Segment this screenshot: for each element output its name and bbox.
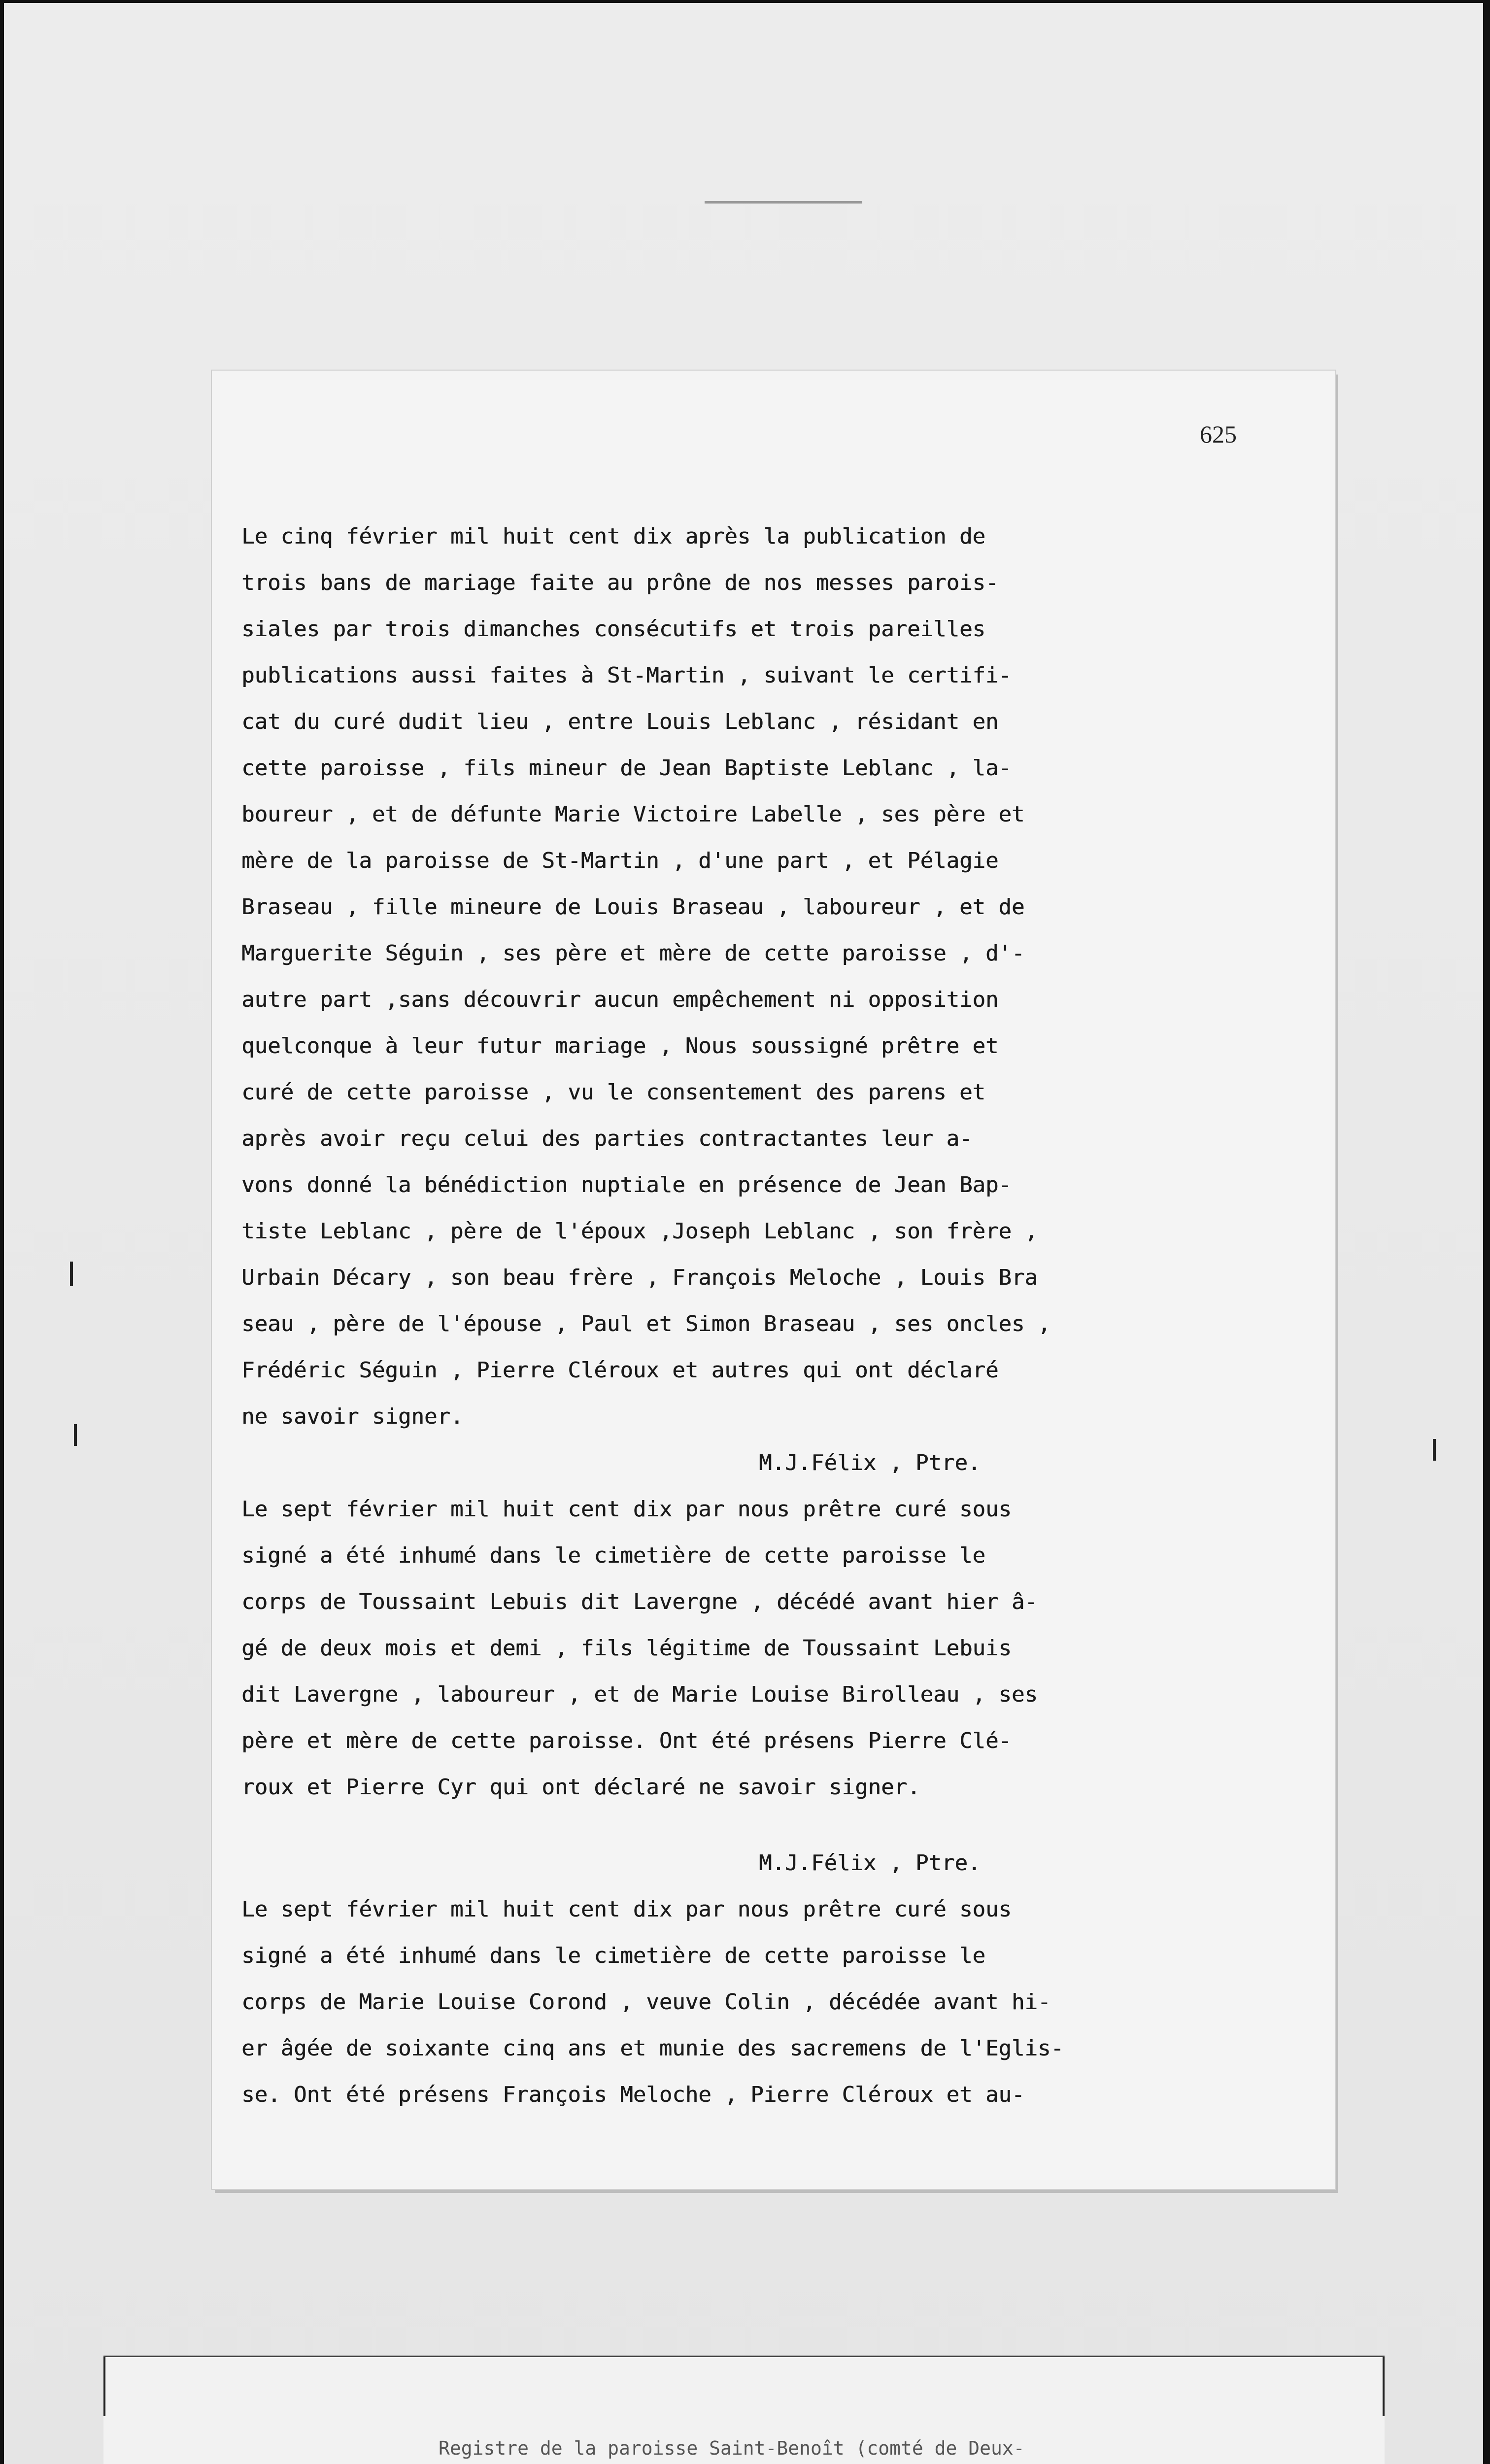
entry-line: corps de Toussaint Lebuis dit Lavergne , décédé avant hier â-: [241, 1589, 1038, 1614]
entry-line: Braseau , fille mineure de Louis Braseau , laboureur , et de: [241, 894, 1025, 920]
entry-line: autre part ,sans découvrir aucun empêchement ni opposition: [241, 987, 999, 1012]
entry-line: roux et Pierre Cyr qui ont déclaré ne savoir signer.: [241, 1775, 920, 1800]
entry-line: signé a été inhumé dans le cimetière de cette paroisse le: [241, 1543, 985, 1568]
entry-line: Le cinq février mil huit cent dix après la publication de: [241, 524, 985, 549]
marriage-entry: [241, 513, 1178, 1486]
entry-line: boureur , et de défunte Marie Victoire Labelle , ses père et: [241, 802, 1025, 827]
priest-signature: M.J.Félix , Ptre.: [759, 1850, 981, 1876]
spacer: [241, 1811, 1178, 1840]
priest-signature: M.J.Félix , Ptre.: [759, 1450, 981, 1475]
entry-line: cat du curé dudit lieu , entre Louis Leblanc , résidant en: [241, 709, 999, 734]
archive-label-card: [103, 2356, 1385, 2464]
card-corner-mark: [1383, 2357, 1385, 2416]
film-mark: [70, 1262, 73, 1286]
citation-line: Registre de la paroisse Saint-Benoît (comté de Deux-: [439, 2437, 1025, 2459]
entry-line: siales par trois dimanches consécutifs et trois pareilles: [241, 616, 985, 642]
register-citation: [439, 2392, 1227, 2464]
entry-line: publications aussi faites à St-Martin , suivant le certifi-: [241, 663, 1012, 688]
entry-line: er âgée de soixante cinq ans et munie des sacremens de l'Eglis-: [241, 2036, 1064, 2061]
entry-line: corps de Marie Louise Corond , veuve Colin , décédée avant hi-: [241, 1989, 1051, 2015]
film-mark: [1433, 1439, 1436, 1461]
entry-line: Urbain Décary , son beau frère , François Meloche , Louis Bra: [241, 1265, 1038, 1290]
entry-line: quelconque à leur futur mariage , Nous soussigné prêtre et: [241, 1033, 999, 1059]
entry-line: trois bans de mariage faite au prône de nos messes parois-: [241, 570, 999, 595]
entry-line: Le sept février mil huit cent dix par nous prêtre curé sous: [241, 1497, 1012, 1522]
frame-edge-top: [0, 0, 1490, 3]
entry-line: après avoir reçu celui des parties contractantes leur a-: [241, 1126, 973, 1151]
entry-line: Le sept février mil huit cent dix par nous prêtre curé sous: [241, 1897, 1012, 1922]
entry-line: père et mère de cette paroisse. Ont été présens Pierre Clé-: [241, 1728, 1012, 1753]
entry-line: cette paroisse , fils mineur de Jean Baptiste Leblanc , la-: [241, 755, 1012, 781]
entry-line: gé de deux mois et demi , fils légitime de Toussaint Lebuis: [241, 1636, 1012, 1661]
entry-line: tiste Leblanc , père de l'époux ,Joseph Leblanc , son frère ,: [241, 1219, 1038, 1244]
card-corner-mark: [103, 2357, 105, 2416]
entry-line: curé de cette paroisse , vu le consentement des parens et: [241, 1080, 985, 1105]
register-text: [241, 513, 1178, 2118]
burial-entry: [241, 1886, 1178, 2118]
entry-line: seau , père de l'épouse , Paul et Simon Braseau , ses oncles ,: [241, 1311, 1051, 1336]
entry-line: Frédéric Séguin , Pierre Cléroux et autres qui ont déclaré: [241, 1358, 999, 1383]
entry-line: se. Ont été présens François Meloche , Pierre Cléroux et au-: [241, 2082, 1025, 2107]
film-mark: [74, 1424, 77, 1446]
entry-line: ne savoir signer.: [241, 1404, 464, 1429]
entry-line: Marguerite Séguin , ses père et mère de cette paroisse , d'-: [241, 941, 1025, 966]
entry-line: mère de la paroisse de St-Martin , d'une part , et Pélagie: [241, 848, 999, 873]
burial-entry: [241, 1486, 1178, 1886]
register-page: [212, 371, 1335, 2189]
frame-edge-right: [1483, 0, 1490, 2464]
entry-line: dit Lavergne , laboureur , et de Marie Louise Birolleau , ses: [241, 1682, 1038, 1707]
entry-line: signé a été inhumé dans le cimetière de cette paroisse le: [241, 1943, 985, 1968]
entry-line: vons donné la bénédiction nuptiale en présence de Jean Bap-: [241, 1172, 1012, 1198]
frame-edge-left: [0, 0, 4, 2464]
film-mark: [705, 201, 862, 204]
page-number: 625: [1200, 420, 1237, 448]
